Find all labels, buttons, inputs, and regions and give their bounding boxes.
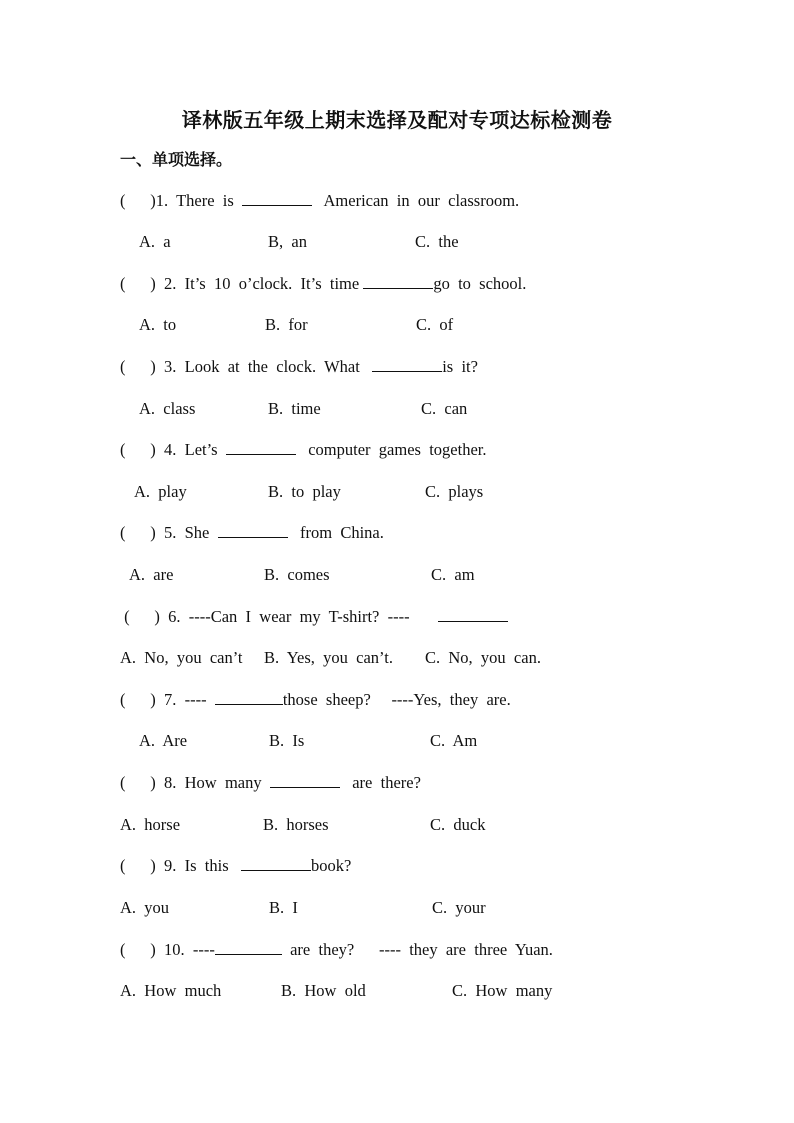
question-9-option-c[interactable]: C. your — [432, 898, 486, 917]
question-8-stem-before: ( ) 8. How many — [120, 773, 270, 792]
question-1 — [120, 191, 519, 211]
question-7-stem-before: ( ) 7. ---- — [120, 690, 215, 709]
question-4-stem-after: computer games together. — [295, 440, 487, 459]
answer-blank[interactable] — [215, 953, 282, 955]
question-10-option-c[interactable]: C. How many — [452, 981, 553, 1000]
question-2-stem-after: go to school. — [433, 274, 527, 293]
question-1-option-a[interactable]: A. a — [139, 232, 171, 251]
question-5-option-a[interactable]: A. are — [129, 565, 174, 584]
question-7-option-b[interactable]: B. Is — [269, 731, 305, 750]
question-1-option-c[interactable]: C. the — [415, 232, 459, 251]
question-8-option-c[interactable]: C. duck — [430, 815, 486, 834]
question-1-stem-before: ( )1. There is — [120, 191, 243, 210]
question-4-option-a[interactable]: A. play — [134, 482, 187, 501]
answer-blank[interactable] — [241, 869, 311, 871]
question-3-option-b[interactable]: B. time — [268, 399, 321, 418]
answer-blank[interactable] — [438, 620, 508, 622]
question-6 — [120, 607, 508, 627]
question-8-option-a[interactable]: A. horse — [120, 815, 181, 834]
question-3-stem-before: ( ) 3. Look at the clock. What — [120, 357, 373, 376]
question-7 — [120, 690, 511, 710]
question-2-option-c[interactable]: C. of — [416, 315, 454, 334]
question-3 — [120, 357, 478, 377]
question-10-option-b[interactable]: B. How old — [281, 981, 366, 1000]
page-title: 译林版五年级上期末选择及配对专项达标检测卷 — [181, 110, 613, 132]
question-3-option-c[interactable]: C. can — [421, 399, 468, 418]
question-10 — [120, 940, 553, 960]
answer-blank[interactable] — [363, 287, 433, 289]
question-10-stem-before: ( ) 10. ---- — [120, 940, 215, 959]
question-5-option-b[interactable]: B. comes — [264, 565, 330, 584]
question-4-stem-before: ( ) 4. Let’s — [120, 440, 226, 459]
answer-blank[interactable] — [242, 204, 312, 206]
question-6-option-a[interactable]: A. No, you can’t — [120, 648, 243, 667]
question-6-option-c[interactable]: C. No, you can. — [425, 648, 541, 667]
question-5-option-c[interactable]: C. am — [431, 565, 475, 584]
question-4-option-c[interactable]: C. plays — [425, 482, 484, 501]
answer-blank[interactable] — [270, 786, 340, 788]
question-2 — [120, 274, 526, 294]
question-5-stem-before: ( ) 5. She — [120, 523, 218, 542]
answer-blank[interactable] — [372, 370, 442, 372]
question-1-option-b[interactable]: B, an — [268, 232, 307, 251]
question-9-option-b[interactable]: B. I — [269, 898, 298, 917]
question-6-stem-before: ( ) 6. ----Can I wear my T-shirt? ---- — [120, 607, 439, 626]
question-8-stem-after: are there? — [339, 773, 421, 792]
question-10-option-a[interactable]: A. How much — [120, 981, 222, 1000]
question-3-option-a[interactable]: A. class — [139, 399, 196, 418]
question-7-option-a[interactable]: A. Are — [139, 731, 188, 750]
question-4 — [120, 440, 486, 460]
answer-blank[interactable] — [226, 453, 296, 455]
question-9-stem-before: ( ) 9. Is this — [120, 856, 241, 875]
question-9-stem-after: book? — [311, 856, 352, 875]
question-5 — [120, 523, 384, 543]
answer-blank[interactable] — [215, 703, 283, 705]
question-3-stem-after: is it? — [442, 357, 478, 376]
question-5-stem-after: from China. — [287, 523, 384, 542]
question-9 — [120, 856, 351, 876]
question-6-option-b[interactable]: B. Yes, you can’t. — [264, 648, 393, 667]
question-2-stem-before: ( ) 2. It’s 10 o’clock. It’s time — [120, 274, 364, 293]
question-10-stem-after: are they? ---- they are three Yuan. — [281, 940, 553, 959]
question-7-option-c[interactable]: C. Am — [430, 731, 478, 750]
question-7-stem-after: those sheep? ----Yes, they are. — [282, 690, 511, 709]
answer-blank[interactable] — [218, 536, 288, 538]
question-8-option-b[interactable]: B. horses — [263, 815, 329, 834]
question-9-option-a[interactable]: A. you — [120, 898, 170, 917]
question-8 — [120, 773, 421, 793]
question-2-option-a[interactable]: A. to — [139, 315, 177, 334]
question-4-option-b[interactable]: B. to play — [268, 482, 341, 501]
section-heading: 一、单项选择。 — [120, 152, 233, 169]
question-2-option-b[interactable]: B. for — [265, 315, 308, 334]
question-1-stem-after: American in our classroom. — [312, 191, 520, 210]
